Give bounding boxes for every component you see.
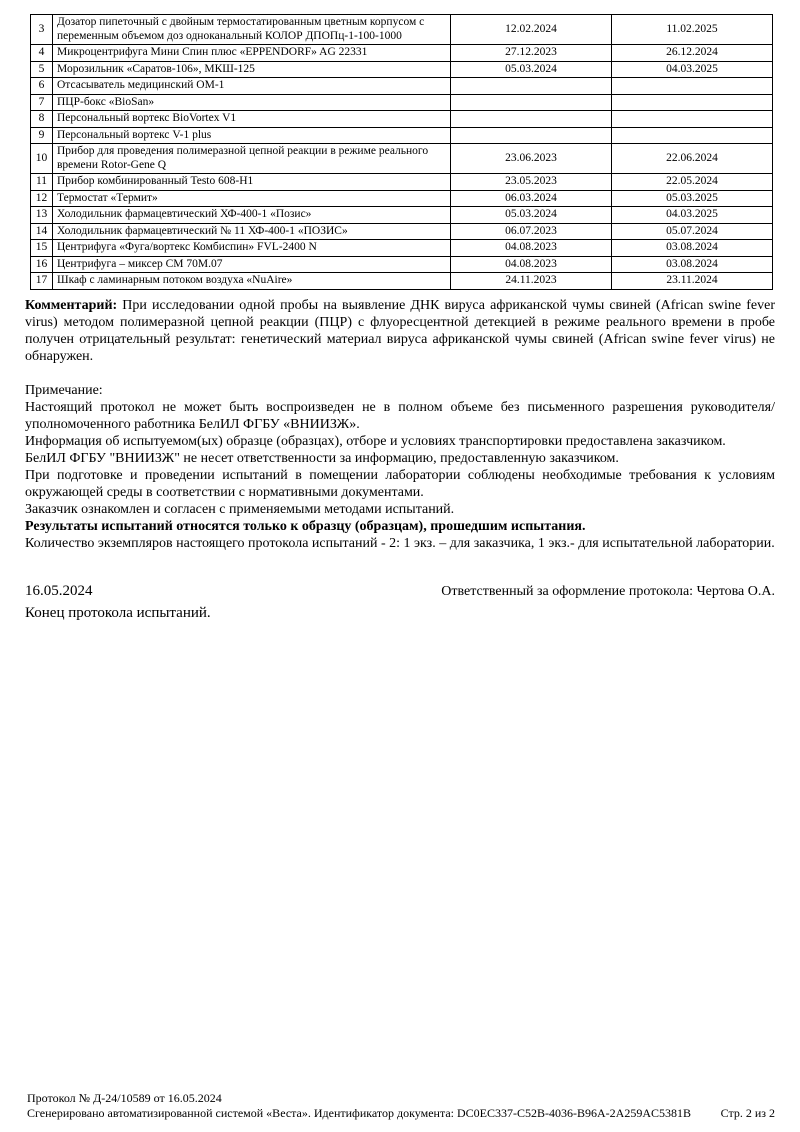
row-number-cell: 4 xyxy=(31,45,53,62)
equipment-name-cell: ПЦР-бокс «BioSan» xyxy=(53,94,451,111)
table-row xyxy=(31,256,773,273)
next-verification-date-cell: 23.11.2024 xyxy=(612,273,773,290)
table-row xyxy=(31,15,773,45)
verification-date-cell xyxy=(451,111,612,128)
equipment-name-cell: Центрифуга – миксер СМ 70М.07 xyxy=(53,256,451,273)
row-number-cell: 16 xyxy=(31,256,53,273)
verification-date-cell xyxy=(451,127,612,144)
table-row xyxy=(31,174,773,191)
verification-date-cell: 12.02.2024 xyxy=(451,15,612,45)
row-number-cell: 10 xyxy=(31,144,53,174)
verification-date-cell: 23.05.2023 xyxy=(451,174,612,191)
row-number-cell: 12 xyxy=(31,190,53,207)
equipment-name-cell: Персональный вортекс V-1 plus xyxy=(53,127,451,144)
next-verification-date-cell: 05.07.2024 xyxy=(612,223,773,240)
signature-row xyxy=(25,583,775,600)
next-verification-date-cell: 03.08.2024 xyxy=(612,256,773,273)
next-verification-date-cell xyxy=(612,111,773,128)
row-number-cell: 3 xyxy=(31,15,53,45)
equipment-name-cell: Шкаф с ламинарным потоком воздуха «NuAire» xyxy=(53,273,451,290)
next-verification-date-cell xyxy=(612,78,773,95)
verification-date-cell: 23.06.2023 xyxy=(451,144,612,174)
equipment-name-cell: Морозильник «Саратов-106», МКШ-125 xyxy=(53,61,451,78)
table-row xyxy=(31,240,773,257)
verification-date-cell: 04.08.2023 xyxy=(451,256,612,273)
comment-text: При исследовании одной пробы на выявление ДНК вируса африканской чумы свиней (African swine fever virus) методом полимеразной цепной реакции (ПЦР) с флуоресцентной детекцией в режиме реального времени в пробе получен отрицательный результат: генетический материал вируса африканской чумы свиней (African swine fever virus) не обнаружен. xyxy=(25,297,775,364)
table-row xyxy=(31,45,773,62)
row-number-cell: 14 xyxy=(31,223,53,240)
next-verification-date-cell xyxy=(612,94,773,111)
row-number-cell: 13 xyxy=(31,207,53,224)
next-verification-date-cell: 22.05.2024 xyxy=(612,174,773,191)
table-row xyxy=(31,223,773,240)
row-number-cell: 15 xyxy=(31,240,53,257)
verification-date-cell: 24.11.2023 xyxy=(451,273,612,290)
equipment-name-cell: Холодильник фармацевтический № 11 ХФ-400-1 «ПОЗИС» xyxy=(53,223,451,240)
footer-page-indicator: Стр. 2 из 2 xyxy=(720,1106,775,1120)
next-verification-date-cell: 05.03.2025 xyxy=(612,190,773,207)
verification-date-cell xyxy=(451,94,612,111)
verification-date-cell xyxy=(451,78,612,95)
row-number-cell: 7 xyxy=(31,94,53,111)
row-number-cell: 9 xyxy=(31,127,53,144)
equipment-name-cell: Прибор комбинированный Testo 608-H1 xyxy=(53,174,451,191)
note-paragraph: При подготовке и проведении испытаний в помещении лаборатории соблюдены необходимые требования к условиям окружающей среды в соответствии с нормативными документами. xyxy=(25,467,775,500)
table-row xyxy=(31,94,773,111)
equipment-name-cell: Отсасыватель медицинский ОМ-1 xyxy=(53,78,451,95)
next-verification-date-cell: 11.02.2025 xyxy=(612,15,773,45)
verification-date-cell: 06.07.2023 xyxy=(451,223,612,240)
equipment-name-cell: Холодильник фармацевтический ХФ-400-1 «Позис» xyxy=(53,207,451,224)
verification-date-cell: 05.03.2024 xyxy=(451,207,612,224)
row-number-cell: 8 xyxy=(31,111,53,128)
page-footer xyxy=(27,1091,775,1121)
equipment-name-cell: Микроцентрифуга Мини Спин плюс «EPPENDORF» AG 22331 xyxy=(53,45,451,62)
table-row xyxy=(31,111,773,128)
verification-date-cell: 05.03.2024 xyxy=(451,61,612,78)
table-row xyxy=(31,61,773,78)
equipment-name-cell: Прибор для проведения полимеразной цепной реакции в режиме реального времени Rotor-Gene Q xyxy=(53,144,451,174)
equipment-table xyxy=(30,14,773,290)
comment-label: Комментарий: xyxy=(25,297,118,313)
next-verification-date-cell: 04.03.2025 xyxy=(612,207,773,224)
end-of-protocol-line: Конец протокола испытаний. xyxy=(25,604,211,621)
note-title: Примечание: xyxy=(25,382,103,398)
note-paragraph: Заказчик ознакомлен и согласен с применяемыми методами испытаний. xyxy=(25,501,455,517)
equipment-table-body xyxy=(31,15,773,290)
next-verification-date-cell: 04.03.2025 xyxy=(612,61,773,78)
row-number-cell: 17 xyxy=(31,273,53,290)
row-number-cell: 5 xyxy=(31,61,53,78)
protocol-date: 16.05.2024 xyxy=(25,582,93,599)
table-row xyxy=(31,190,773,207)
note-paragraph: Настоящий протокол не может быть воспроизведен не в полном объеме без письменного разрешения руководителя/уполномоченного работника БелИЛ ФГБУ «ВНИИЗЖ». xyxy=(25,399,775,432)
note-paragraph: БелИЛ ФГБУ "ВНИИЗЖ" не несет ответственности за информацию, предоставленную заказчиком. xyxy=(25,450,619,466)
row-number-cell: 11 xyxy=(31,174,53,191)
verification-date-cell: 27.12.2023 xyxy=(451,45,612,62)
next-verification-date-cell: 26.12.2024 xyxy=(612,45,773,62)
footer-generated-info: Сгенерировано автоматизированной системой «Веста». Идентификатор документа: DC0EC337-C52B-4036-B96A-2A259AC5381B xyxy=(27,1106,691,1120)
table-row xyxy=(31,273,773,290)
table-row xyxy=(31,127,773,144)
verification-date-cell: 04.08.2023 xyxy=(451,240,612,257)
document-body xyxy=(0,297,800,623)
verification-date-cell: 06.03.2024 xyxy=(451,190,612,207)
equipment-name-cell: Центрифуга «Фуга/вортекс Комбиспин» FVL-2400 N xyxy=(53,240,451,257)
equipment-name-cell: Дозатор пипеточный с двойным термостатированным цветным корпусом с переменным объемом доз одноканальный КОЛОР ДПОПц-1-100-1000 xyxy=(53,15,451,45)
row-number-cell: 6 xyxy=(31,78,53,95)
next-verification-date-cell xyxy=(612,127,773,144)
equipment-name-cell: Персональный вортекс BioVortex V1 xyxy=(53,111,451,128)
equipment-name-cell: Термостат «Термит» xyxy=(53,190,451,207)
table-row xyxy=(31,207,773,224)
footer-protocol-number: Протокол № Д-24/10589 от 16.05.2024 xyxy=(27,1091,222,1105)
comment-paragraph xyxy=(25,297,775,365)
table-row xyxy=(31,144,773,174)
responsible-person: Ответственный за оформление протокола: Чертова О.А. xyxy=(441,583,775,599)
table-row xyxy=(31,78,773,95)
footer-generated-row xyxy=(27,1106,775,1121)
note-copies-statement: Количество экземпляров настоящего протокола испытаний - 2: 1 экз. – для заказчика, 1 экз.- для испытательной лаборатории. xyxy=(25,535,775,551)
next-verification-date-cell: 22.06.2024 xyxy=(612,144,773,174)
note-results-statement: Результаты испытаний относятся только к образцу (образцам), прошедшим испытания. xyxy=(25,518,586,534)
note-paragraph: Информация об испытуемом(ых) образце (образцах), отборе и условиях транспортировки предоставлена заказчиком. xyxy=(25,433,726,449)
next-verification-date-cell: 03.08.2024 xyxy=(612,240,773,257)
